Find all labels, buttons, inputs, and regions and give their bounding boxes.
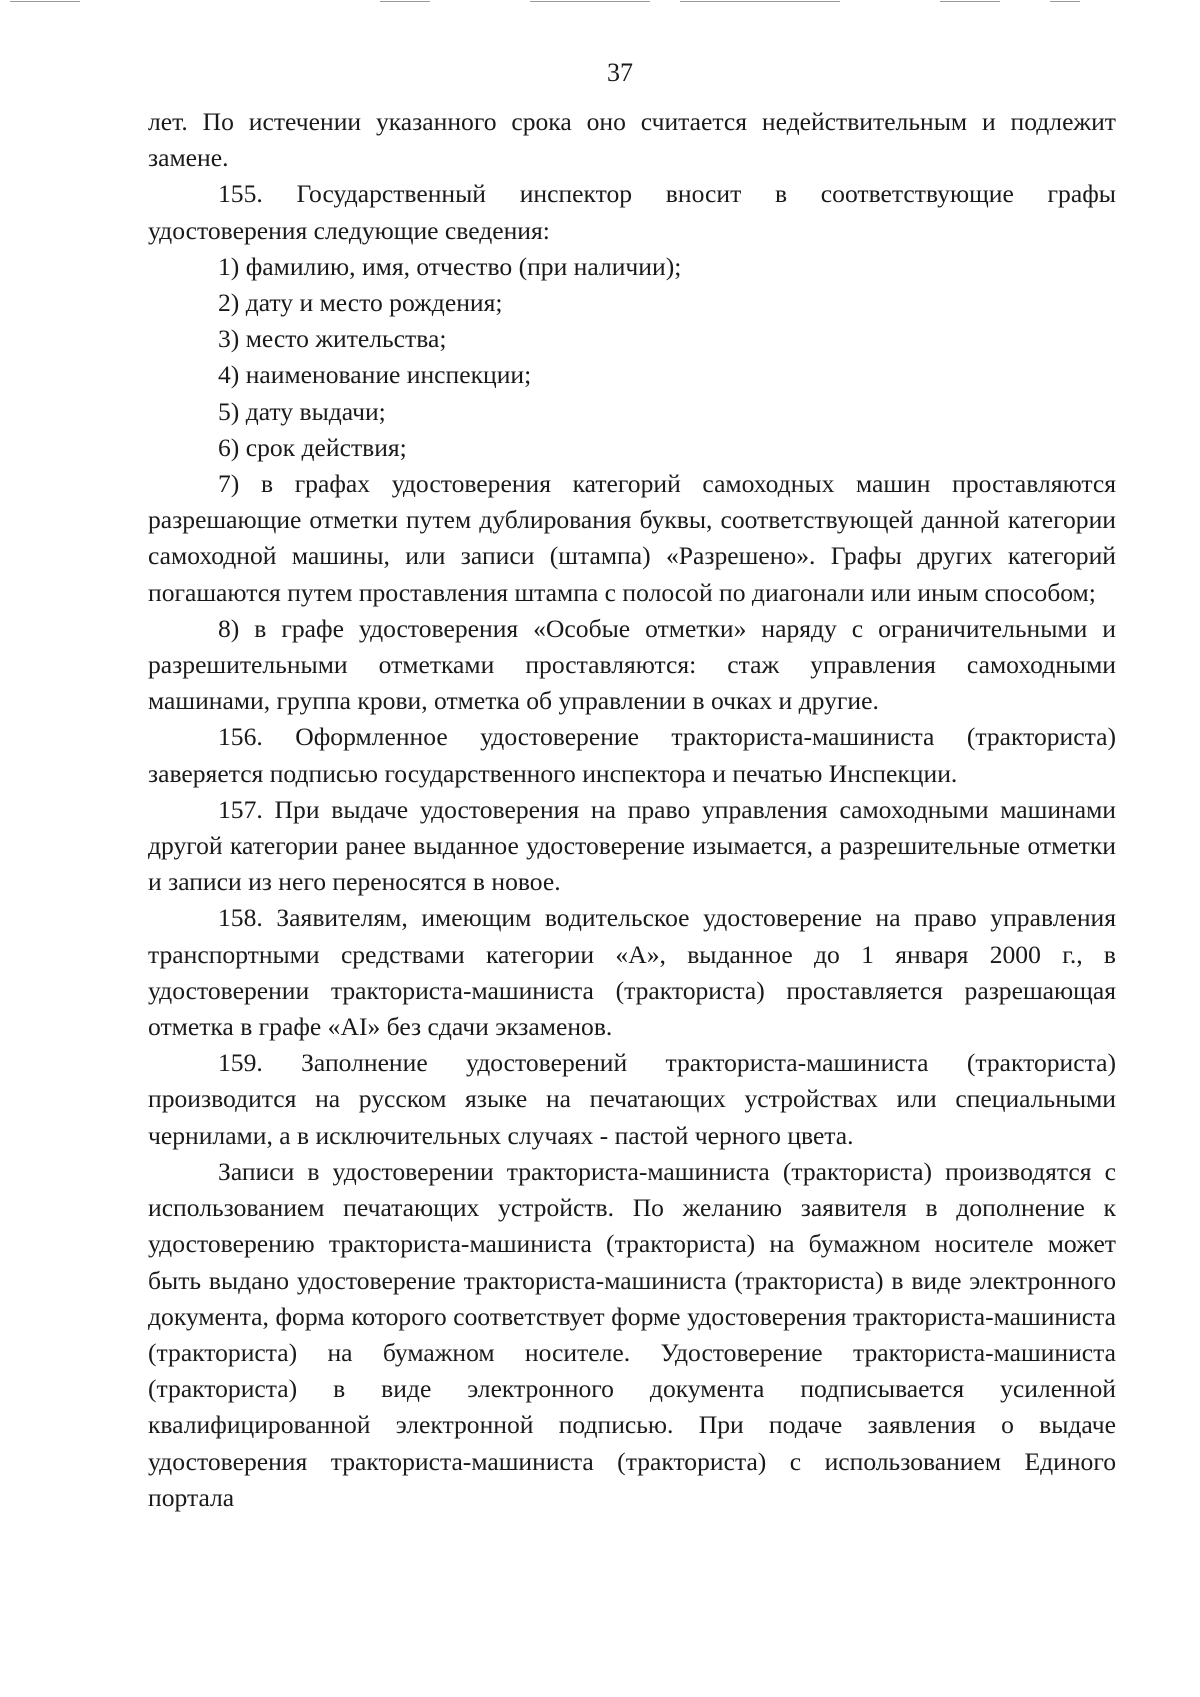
paragraph: 1) фамилию, имя, отчество (при наличии); bbox=[218, 251, 682, 281]
paragraph: 156. Оформленное удостоверение тракториста-машиниста (тракториста) заверяется подписью государственного инспектора и печатью Инспекции. bbox=[148, 722, 1116, 788]
paragraph: 5) дату выдачи; bbox=[218, 396, 386, 426]
scan-mark bbox=[10, 1, 80, 2]
document-body bbox=[148, 104, 1116, 1516]
paragraph: 2) дату и место рождения; bbox=[218, 288, 503, 318]
paragraph: Записи в удостоверении тракториста-машиниста (тракториста) производятся с использованием печатающих устройств. По желанию заявителя в дополнение к удостоверению тракториста-машиниста (тракториста) на бумажном носителе может быть выдано удостоверение тракториста-машиниста (тракториста) в виде электронного документа, форма которого соответствует форме удостоверения тракториста-машиниста (тракториста) на бумажном носителе. Удостоверение тракториста-машиниста (тракториста) в виде электронного документа подписывается усиленной квалифицированной электронной подписью. При подаче заявления о выдаче удостоверения тракториста-машиниста (тракториста) с использованием Единого портала bbox=[148, 1156, 1116, 1512]
paragraph: лет. По истечении указанного срока оно считается недействительным и подлежит замене. bbox=[148, 107, 1116, 173]
page-number: 37 bbox=[607, 58, 633, 87]
scan-edge-marks bbox=[0, 0, 1200, 4]
paragraph: 158. Заявителям, имеющим водительское удостоверение на право управления транспортными средствами категории «А», выданное до 1 января 2000 г., в удостоверении тракториста-машиниста (тракториста) проставляется разрешающая отметка в графе «AI» без сдачи экзаменов. bbox=[148, 903, 1116, 1042]
paragraph: 8) в графе удостоверения «Особые отметки» наряду с ограничительными и разрешительными отметками проставляются: стаж управления самоходными машинами, группа крови, отметка об управлении в очках и другие. bbox=[148, 613, 1116, 716]
paragraph: 7) в графах удостоверения категорий самоходных машин проставляются разрешающие отметки путем дублирования буквы, соответствующей данной категории самоходной машины, или записи (штампа) «Разрешено». Графы других категорий погашаются путем проставления штампа с полосой по диагонали или иным способом; bbox=[148, 469, 1116, 607]
paragraph: 3) место жительства; bbox=[218, 324, 447, 354]
scan-mark bbox=[940, 1, 1000, 2]
scan-mark bbox=[680, 1, 840, 2]
paragraph: 157. При выдаче удостоверения на право управления самоходными машинами другой категории ранее выданное удостоверение изымается, а разрешительные отметки и записи из него переносятся в новое. bbox=[148, 794, 1116, 897]
scan-mark bbox=[530, 1, 650, 2]
paragraph: 155. Государственный инспектор вносит в соответствующие графы удостоверения следующие сведения: bbox=[148, 179, 1116, 245]
paragraph: 6) срок действия; bbox=[218, 432, 407, 462]
scan-mark bbox=[380, 1, 430, 2]
paragraph: 4) наименование инспекции; bbox=[218, 360, 532, 390]
scan-mark bbox=[1050, 1, 1080, 2]
paragraph: 159. Заполнение удостоверений тракториста-машиниста (тракториста) производится на русском языке на печатающих устройствах или специальными чернилами, а в исключительных случаях - пастой черного цвета. bbox=[148, 1048, 1116, 1150]
